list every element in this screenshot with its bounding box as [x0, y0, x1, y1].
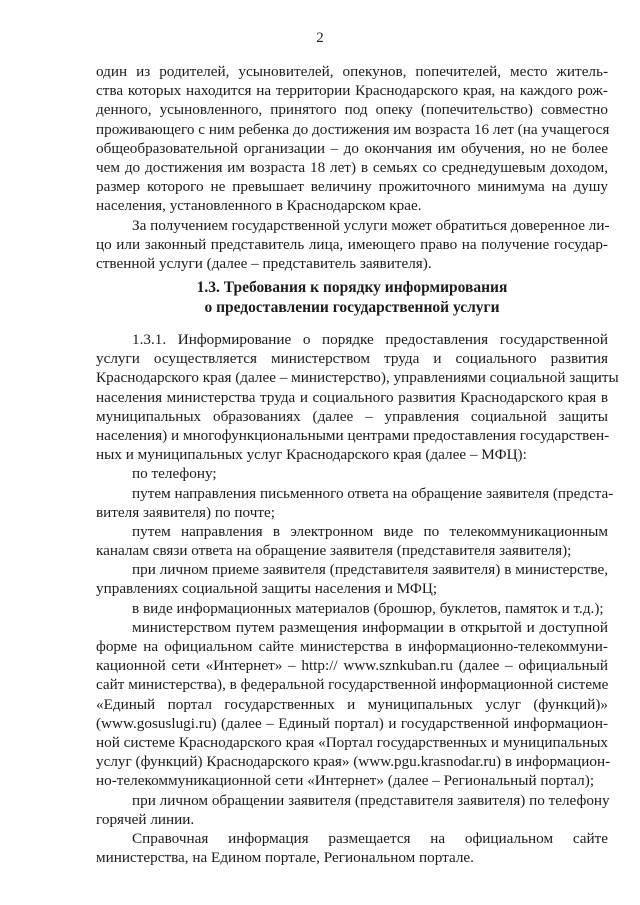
method-online: кационной сети «Интернет» – http:// www.sznkuban.ru (далее – официальный: [96, 657, 608, 675]
method-mail: вителя заявителя) по почте;: [96, 503, 275, 521]
text-line: населения) и многофункциональными центрами предоставления государствен-: [96, 426, 610, 444]
section-title-line: 1.3. Требования к порядку информирования: [196, 279, 508, 296]
text-line: За получением государственной услуги может обратиться доверенное ли-: [132, 217, 610, 234]
section-title-line: о предоставлении государственной услуги: [204, 298, 500, 316]
method-electronic: каналам связи ответа на обращение заявителя (представителя заявителя);: [96, 542, 572, 560]
text-line: размер которого не превышает величину прожиточного минимума на душу: [96, 178, 608, 196]
method-hotline: при личном обращении заявителя (представителя заявителя) по телефону: [132, 791, 610, 809]
method-personal: управлениях социальной защиты населения и МФЦ;: [96, 580, 438, 598]
method-online: услуг (функций) Краснодарского края» (www.pgu.krasnodar.ru) в информацион-: [96, 753, 611, 771]
text-line: населения, установленного в Краснодарском крае.: [96, 197, 422, 215]
page-number: 2: [316, 30, 324, 46]
text-line: ственной услуги (далее – представитель заявителя).: [96, 255, 432, 273]
method-online: форме на официальном сайте министерства в информационно-телекоммуни-: [96, 638, 608, 655]
text-line: ных и муниципальных услуг Краснодарского края (далее – МФЦ):: [96, 446, 527, 464]
method-online: министерством путем размещения информации в открытой и доступной: [132, 618, 608, 636]
intro-paragraph: [96, 62, 608, 216]
clause-1-3-1: [96, 330, 619, 867]
text-line: один из родителей, усыновителей, опекунов, попечителей, место житель-: [96, 63, 608, 80]
text-line: 1.3.1. Информирование о порядке предоставления государственной: [132, 331, 608, 348]
text-line: населения министерства труда и социального развития Краснодарского края в: [96, 388, 608, 406]
text-line: ства которых находится на территории Краснодарского края, на каждого рож-: [96, 82, 608, 100]
method-mail: путем направления письменного ответа на обращение заявителя (предста-: [132, 484, 614, 502]
text-line: общеобразовательной организации – до окончания им обучения, но не более: [96, 139, 608, 157]
method-materials: в виде информационных материалов (брошюр, буклетов, памяток и т.д.);: [132, 599, 604, 617]
representative-paragraph: [96, 216, 608, 274]
text-line: денного, усыновленного, принятого под опеку (попечительство) совместно: [96, 101, 608, 119]
text-line: Краснодарского края (далее – министерство), управлениями социальной защиты: [96, 369, 619, 387]
method-hotline: горячей линии.: [96, 810, 195, 828]
text-line: услуги осуществляется министерством труда и социального развития: [96, 350, 608, 368]
method-online: «Единый портал государственных и муниципальных услуг (функций)»: [96, 695, 608, 713]
text-line: муниципальных образованиях (далее – управления социальной защиты: [96, 407, 608, 425]
method-online: но-телекоммуникационной сети «Интернет» (далее – Региональный портал);: [96, 772, 595, 790]
method-personal: при личном приеме заявителя (представителя заявителя) в министерстве,: [132, 561, 608, 579]
method-online: (www.gosuslugi.ru) (далее – Единый портал) и государственной информацион-: [96, 714, 608, 732]
reference-info: министерства, на Едином портале, Региональном портале.: [96, 849, 474, 867]
text-line: чем до достижения им возраста 18 лет) в семьях со среднедушевым доходом,: [96, 158, 608, 176]
reference-info: Справочная информация размещается на официальном сайте: [132, 829, 608, 847]
method-online: ной системе Краснодарского края «Портал государственных и муниципальных: [96, 733, 608, 751]
method-online: сайт министерства), в федеральной государственной информационной системе: [96, 676, 609, 694]
method-electronic: путем направления в электронном виде по телекоммуникационным: [132, 522, 608, 540]
text-line: цо или законный представитель лица, имеющего право на получение государ-: [96, 236, 608, 254]
section-heading: [96, 278, 608, 317]
text-line: проживающего с ним ребенка до достижения им возраста 16 лет (на учащегося: [96, 120, 610, 138]
method-phone: по телефону;: [132, 465, 217, 483]
